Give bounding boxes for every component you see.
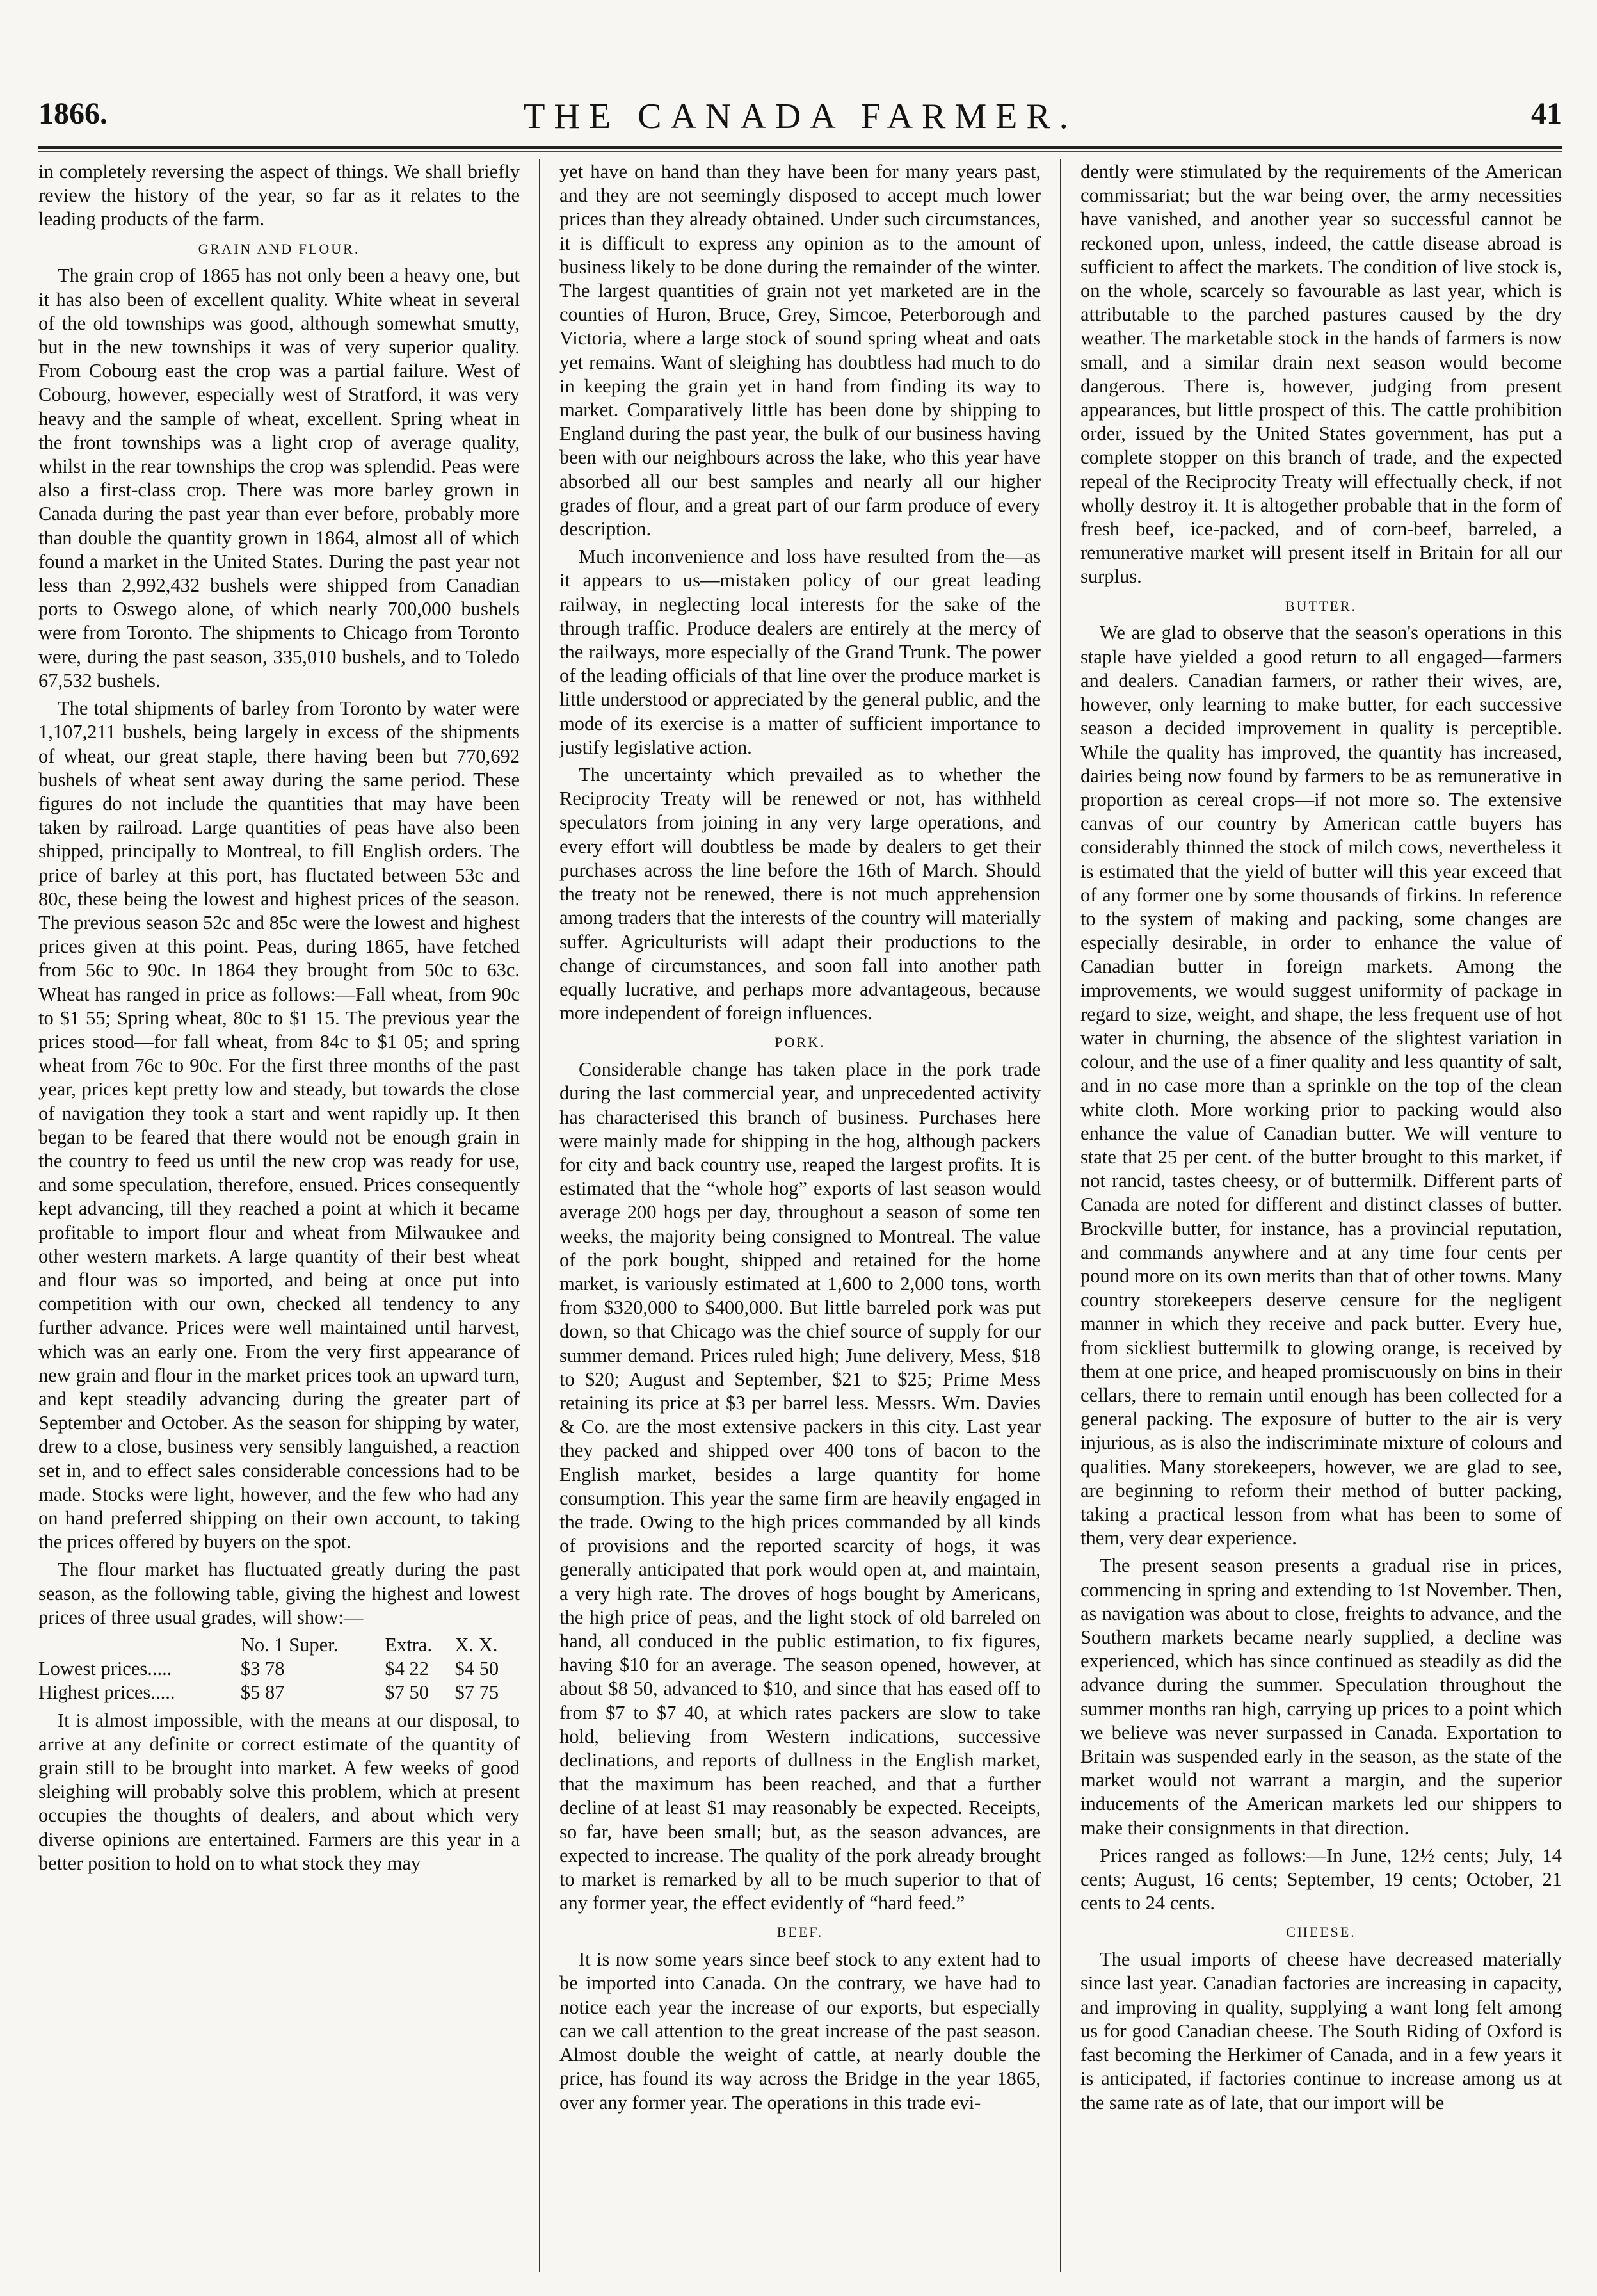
flour-price-table <box>38 1633 520 1705</box>
table-cell: $7 50 <box>385 1681 429 1704</box>
table-header-cell: X. X. <box>454 1634 498 1656</box>
newspaper-title: THE CANADA FARMER. <box>523 97 1077 136</box>
section-heading: GRAIN AND FLOUR. <box>198 240 360 257</box>
masthead-rule-thin <box>38 151 1562 152</box>
paragraph: in completely reversing the aspect of things. We shall briefly review the history of the year, so far as it relates to the leading products of the farm. <box>38 161 520 230</box>
table-cell: $4 22 <box>385 1658 429 1680</box>
paragraph: We are glad to observe that the season's operations in this staple have yielded a good return to all engaged—farmers and dealers. Canadian farmers, or rather their wives, are, however, only learning to make butter, for each successive season a decided improvement in quality is perceptible. While the quality has improved, the quantity has increased, dairies being now found by farmers to be as remunerative in proportion as cereal crops—if not more so. The extensive canvas of our country by American cattle buyers has considerably thinned the stock of milch cows, nevertheless it is estimated that the yield of butter will this year exceed that of any former one by some thousands of firkins. In reference to the system of making and packing, some changes are especially desirable, in order to enhance the value of Canadian butter in foreign markets. Among the improvements, we would suggest uniformity of package in regard to size, weight, and shape, the less frequent use of hot water in churning, the absence of the slightest variation in colour, and the use of a finer quality and less quantity of salt, and in no case more than a sprinkle on the top of the clean white cloth. More working prior to packing would also enhance the value of Canadian butter. We will venture to state that 25 per cent. of the butter brought to this market, if not rancid, tastes cheesy, or of buttermilk. Different parts of Canada are noted for different and distinct classes of butter. Brockville butter, for instance, has a provincial reputation, and commands anywhere and at any time four cents per pound more on its own merits than that of other towns. Many country storekeepers deserve censure for the negligent manner in which they receive and pack butter. Every hue, from sickliest buttermilk to glowing orange, is received by them at one price, and heaped promiscuously on bins in their cellars, there to remain until enough has been collected for a general packing. The exposure of butter to the air is very injurious, as is also the indiscriminate mixture of colours and qualities. Many storekeepers, however, we are glad to see, are beginning to reform their method of butter packing, taking a practical lesson from what has been to some of them, very dear experience. <box>1080 622 1562 1549</box>
paragraph: The present season presents a gradual rise in prices, commencing in spring and extending to 1st November. Then, as navigation was about to close, freights to advance, and the Southern markets became nearly supplied, a decline was experienced, which has since continued as steadily as did the advance during the summer. Speculation throughout the summer months ran high, carrying up prices to a point which we believe was never surpassed in Canada. Exportation to Britain was suspended early in the season, as the state of the market would not warrant a margin, and the superior inducements of the American markets led our shippers to make their consignments in that direction. <box>1080 1555 1562 1839</box>
table-cell: $4 50 <box>454 1658 499 1680</box>
paragraph: It is now some years since beef stock to any extent had to be imported into Canada. On the contrary, we have had to notice each year the increase of our exports, but especially can we call attention to the great increase of the past season. Almost double the weight of cattle, at nearly double the price, has found its way across the Bridge in the year 1865, over any former year. The operations in this trade evi- <box>559 1948 1041 2114</box>
paragraph: Prices ranged as follows:—In June, 12½ cents; July, 14 cents; August, 16 cents; September, 19 cents; October, 21 cents to 24 cents. <box>1080 1844 1562 1914</box>
paragraph: The usual imports of cheese have decreased materially since last year. Canadian factories are increasing in capacity, and improving in quality, supplying a want long felt among us for good Canadian cheese. The South Riding of Oxford is fast becoming the Herkimer of Canada, and in a few years it is anticipated, if factories continue to increase among us at the same rate as of late, that our import will be <box>1080 1948 1562 2114</box>
paragraph: The total shipments of barley from Toronto by water were 1,107,211 bushels, being largely in excess of the shipments of wheat, our great staple, there having been but 770,692 bushels of wheat sent away during the same period. These figures do not include the quantities that may have been taken by railroad. Large quantities of peas have also been shipped, principally to Montreal, to fill English orders. The price of barley at this port, has fluctated between 53c and 80c, these being the lowest and highest prices of the season. The previous season 52c and 85c were the lowest and highest prices given at this point. Peas, during 1865, have fetched from 56c to 90c. In 1864 they brought from 50c to 63c. Wheat has ranged in price as follows:—Fall wheat, from 90c to $1 55; Spring wheat, 80c to $1 15. The previous year the prices stood—for fall wheat, from 84c to $1 05; and spring wheat from 76c to 90c. For the first three months of the past year, prices kept pretty low and steady, but towards the close of navigation they took a start and went rapidly up. It then began to be feared that there would not be enough grain in the country to feed us until the new crop was ready for use, and some speculation, therefore, ensued. Prices consequently kept advancing, till they reached a point at which it became profitable to import flour and wheat from Milwaukee and other western markets. A large quantity of their best wheat and flour was so imported, and being at once put into competition with our own, checked all tendency to any further advance. Prices were well maintained until harvest, which was an early one. From the very first appearance of new grain and flour in the market prices took an upward turn, and kept steadily advancing during the greater part of September and October. As the season for shipping by water, drew to a close, business very sensibly languished, a reaction set in, and to effect sales considerable concessions had to be made. Stocks were light, however, and the few who had any on hand preferred shipping on their own account, to taking the prices offered by buyers on the spot. <box>38 697 520 1553</box>
table-row <box>38 1657 520 1681</box>
paragraph: The grain crop of 1865 has not only been a heavy one, but it has also been of excellent quality. White wheat in several of the old townships was good, although somewhat smutty, but in the new townships it was of very superior quality. From Cobourg east the crop was a partial failure. West of Cobourg, however, especially west of Stratford, it was very heavy and the sample of wheat, excellent. Spring wheat in the front townships was a light crop of average quality, whilst in the rear townships the crop was splendid. Peas were also a first-class crop. There was more barley grown in Canada during the past year than ever before, probably more than double the quantity grown in 1864, almost all of which found a market in the United States. During the past year not less than 2,992,432 bushels were shipped from Canadian ports to Oswego alone, of which nearly 700,000 bushels were from Toronto. The shipments to Chicago from Toronto were, during the past season, 335,010 bushels, and to Toledo 67,532 bushels. <box>38 264 520 691</box>
section-heading: BUTTER. <box>1285 597 1358 614</box>
page-number: 41 <box>1531 97 1562 131</box>
masthead-rule <box>38 146 1562 149</box>
table-cell: Lowest prices..... <box>38 1658 172 1680</box>
column-1 <box>38 160 520 2267</box>
paragraph: The uncertainty which prevailed as to whether the Reciprocity Treaty will be renewed or not, has withheld speculators from joining in any very large operations, and every effort will doubtless be made by dealers to get their purchases across the line before the 16th of March. Should the treaty not be renewed, there is not much apprehension among traders that the interests of the country will materially suffer. Agriculturists will adapt their productions to the change of circumstances, and soon fall into another path equally lucrative, and perhaps more advantageous, because more independent of foreign influences. <box>559 764 1041 1024</box>
table-header-cell: Extra. <box>385 1634 433 1656</box>
section-heading: CHEESE. <box>1286 1924 1356 1941</box>
masthead <box>38 96 1562 141</box>
table-header-cell: No. 1 Super. <box>240 1634 339 1656</box>
paragraph: The flour market has fluctuated greatly during the past season, as the following table, giving the highest and lowest prices of three usual grades, will show:— <box>38 1558 520 1628</box>
section-heading: PORK. <box>774 1034 826 1051</box>
column-3 <box>1080 160 1562 2267</box>
table-row <box>38 1681 520 1704</box>
table-cell: $5 87 <box>240 1681 285 1704</box>
column-divider-1 <box>539 159 540 2272</box>
column-2 <box>559 160 1041 2267</box>
table-cell: Highest prices..... <box>38 1681 175 1704</box>
table-header-row <box>38 1633 520 1657</box>
paragraph: It is almost impossible, with the means at our disposal, to arrive at any definite or correct estimate of the quantity of grain still to be brought into market. A few weeks of good sleighing will probably solve this problem, which at present occupies the thoughts of dealers, and about which very diverse opinions are entertained. Farmers are this year in a better position to hold on to what stock they may <box>38 1709 520 1874</box>
table-header-cell <box>38 1633 241 1657</box>
paragraph: dently were stimulated by the requirements of the American commissariat; but the war being over, the army necessities have vanished, and another year so successful cannot be reckoned upon, unless, indeed, the cattle disease abroad is sufficient to affect the markets. The condition of live stock is, on the whole, scarcely so favourable as last year, which is attributable to the parched pastures caused by the dry weather. The marketable stock in the hands of farmers is now small, and a similar drain next season would become dangerous. There is, however, judging from present appearances, but little prospect of this. The cattle prohibition order, issued by the United States government, has put a complete stopper on this branch of trade, and the expected repeal of the Reciprocity Treaty will effectually check, if not wholly destroy it. It is altogether probable that in the form of fresh beef, ice-packed, and of corn-beef, barreled, a remunerative market will present itself in Britain for all our surplus. <box>1080 161 1562 588</box>
paragraph: Much inconvenience and loss have resulted from the—as it appears to us—mistaken policy of our great leading railway, in neglecting local interests for the sake of the through traffic. Produce dealers are entirely at the mercy of the railways, more especially of the Grand Trunk. The power of the leading officials of that line over the produce market is little understood or appreciated by the general public, and the mode of its exercise is a matter of sufficient importance to justify legislative action. <box>559 546 1041 758</box>
table-cell: $7 75 <box>454 1681 499 1704</box>
column-divider-2 <box>1060 159 1061 2272</box>
paragraph: Considerable change has taken place in the pork trade during the last commercial year, and unprecedented activity has characterised this branch of business. Purchases here were mainly made for shipping in the hog, although packers for city and back country use, reaped the largest profits. It is estimated that the “whole hog” exports of last season would average 200 hogs per day, throughout a season of some ten weeks, the majority being consigned to Montreal. The value of the pork bought, shipped and retained for the home market, is variously estimated at 1,600 to 2,000 tons, worth from $320,000 to $400,000. But little barreled pork was put down, so that Chicago was the chief source of supply for our summer demand. Prices ruled high; June delivery, Mess, $18 to $20; August and September, $21 to $25; Prime Mess retaining its price at $3 per barrel less. Messrs. Wm. Davies & Co. are the most extensive packers in this city. Last year they packed and shipped over 400 tons of bacon to the English market, besides a large quantity for home consumption. This year the same firm are heavily engaged in the trade. Owing to the high prices commanded by all kinds of provisions and the reported scarcity of hogs, it was generally anticipated that pork would open at, and maintain, a very high rate. The droves of hogs bought by Americans, the high price of peas, and the light stock of old barreled on hand, all conduced in the public estimation, to fix figures, having $10 for an average. The season opened, however, at about $8 50, advanced to $10, and since that has eased off to from $7 to $7 40, at which rates packers are slow to take hold, believing from Western indications, successive declinations, and reports of dullness in the English market, that the maximum has been reached, and that a further decline of at least $1 may reasonably be expected. Receipts, so far, have been small; but, as the season advances, are expected to increase. The quality of the pork already brought to market is remarked by all to be much superior to that of any former year, the effect evidently of “hard feed.” <box>559 1058 1041 1914</box>
section-heading: BEEF. <box>776 1924 824 1941</box>
issue-year: 1866. <box>38 97 108 131</box>
paragraph: yet have on hand than they have been for many years past, and they are not seemingly disposed to accept much lower prices than they already obtained. Under such circumstances, it is difficult to express any opinion as to the amount of business likely to be done during the remainder of the winter. The largest quantities of grain not yet marketed are in the counties of Huron, Bruce, Grey, Simcoe, Peterborough and Victoria, where a large stock of sound spring wheat and oats yet remains. Want of sleighing has doubtless had much to do in keeping the grain yet in hand from finding its way to market. Comparatively little has been done by shipping to England during the past year, the bulk of our business having been with our neighbours across the lake, who this year have absorbed all our best samples and nearly all our higher grades of flour, and a great part of our farm produce of every description. <box>559 161 1041 540</box>
table-cell: $3 78 <box>240 1658 285 1680</box>
